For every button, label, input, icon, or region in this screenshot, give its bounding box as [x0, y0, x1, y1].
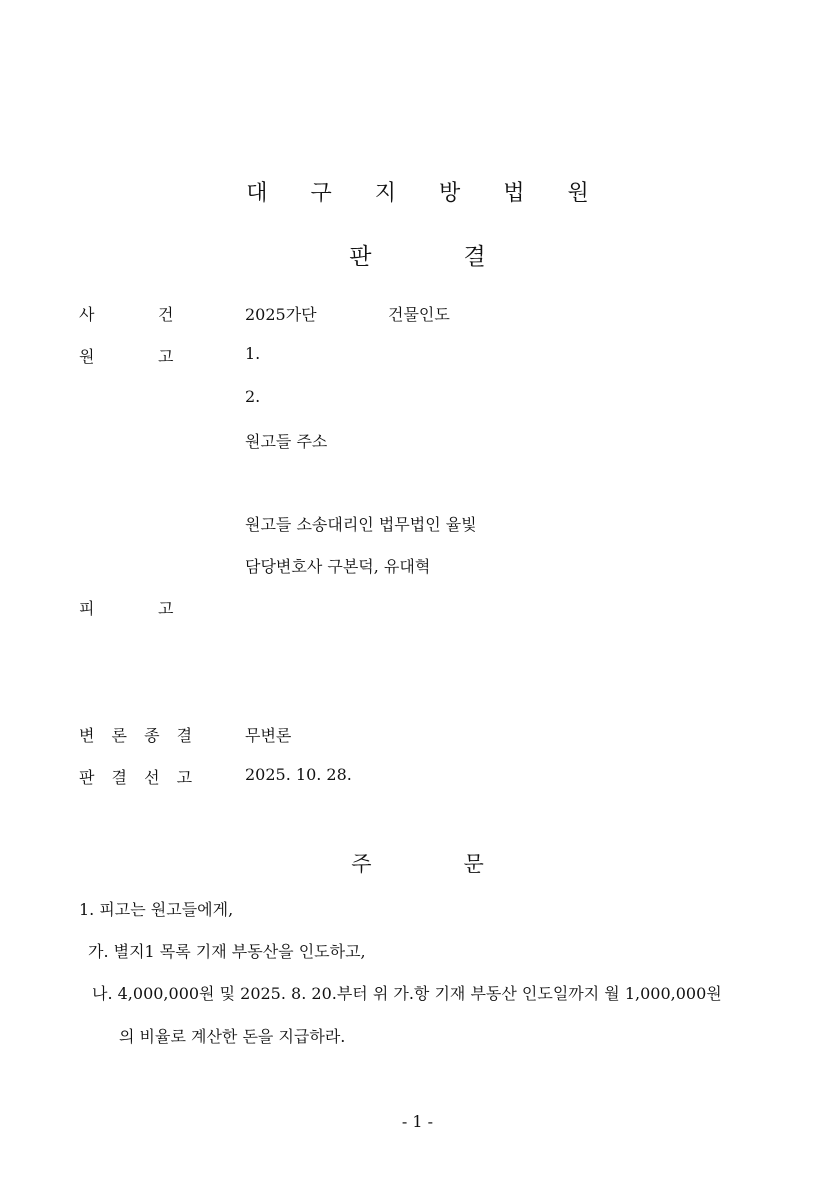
case-name: 건물인도	[388, 305, 450, 324]
closing-value: 무변론	[245, 726, 292, 745]
plaintiff-label-first: 원	[79, 347, 95, 366]
ruling-date-label: 판 결 선 고	[79, 768, 199, 787]
order-item-1-na-line-1: 나. 4,000,000원 및 2025. 8. 20.부터 위 가.항 기재 부동산 인도일까지 월 1,000,000원	[92, 984, 722, 1003]
document-title	[0, 238, 835, 271]
plaintiff-attorneys: 담당변호사 구본덕, 유대혁	[245, 557, 431, 576]
closing-label: 변 론 종 결	[79, 726, 199, 745]
plaintiff-2: 2.	[245, 387, 261, 406]
order-item-1-ga: 가. 별지1 목록 기재 부동산을 인도하고,	[88, 942, 366, 961]
order-item-1: 1. 피고는 원고들에게,	[79, 900, 234, 919]
order-title-left: 주	[351, 852, 372, 876]
plaintiff-1: 1.	[245, 344, 261, 363]
order-title	[0, 848, 835, 878]
case-label-second: 건	[158, 305, 174, 324]
plaintiff-counsel: 원고들 소송대리인 법무법인 율빛	[245, 515, 477, 534]
order-item-1-na-line-2: 의 비율로 계산한 돈을 지급하라.	[119, 1027, 346, 1046]
case-number: 2025가단	[245, 305, 317, 324]
case-label-first: 사	[79, 305, 95, 324]
order-title-right: 문	[463, 852, 484, 876]
defendant-label-second: 고	[158, 599, 174, 618]
ruling-date-value: 2025. 10. 28.	[245, 765, 352, 784]
page-number: - 1 -	[401, 1112, 434, 1131]
document-title-left: 판	[349, 244, 372, 270]
plaintiff-address: 원고들 주소	[245, 432, 328, 451]
defendant-label-first: 피	[79, 599, 95, 618]
plaintiff-label-second: 고	[158, 347, 174, 366]
court-name: 대 구 지 방 법 원	[246, 181, 607, 206]
document-title-right: 결	[463, 244, 486, 270]
